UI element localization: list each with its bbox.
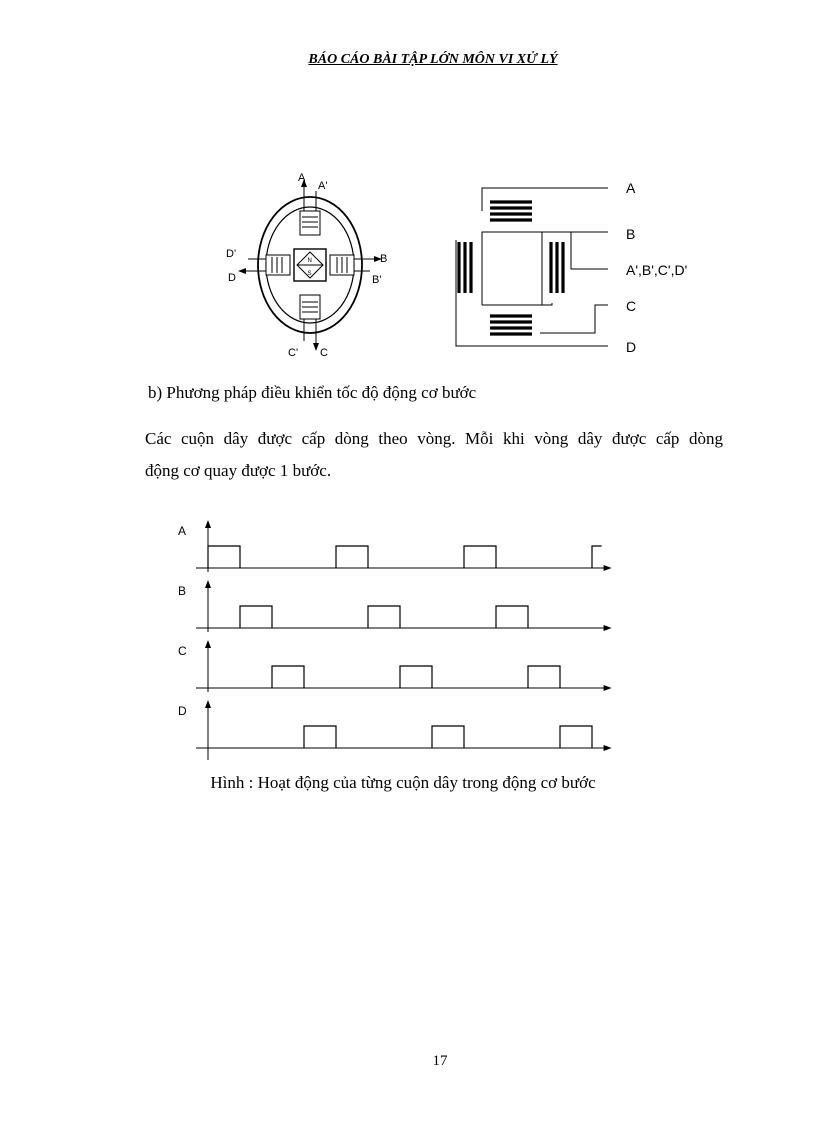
timing-label-b: B [178, 584, 187, 598]
figure-caption: Hình : Hoạt động của từng cuộn dây trong động cơ bước [210, 773, 596, 792]
pole-label-d: D [228, 272, 236, 284]
paragraph-line-1: Các cuộn dây được cấp dòng theo vòng. Mỗi khi vòng dây được cấp dòng [145, 429, 723, 448]
terminal-label-c: C [626, 298, 637, 314]
timing-pulse-b [368, 606, 400, 628]
timing-label-a: A [178, 524, 187, 538]
timing-pulse-d [304, 726, 336, 748]
terminal-label-b: B [626, 226, 636, 242]
page-header: BÁO CÁO BÀI TẬP LỚN MÔN VI XỬ LÝ [308, 52, 558, 67]
pole-label-c-prime: C' [288, 347, 299, 359]
timing-axis-arrow [205, 700, 211, 708]
terminal-label-a: A [626, 180, 636, 196]
timing-pulse-d [432, 726, 464, 748]
pole-label-c: C [320, 347, 328, 359]
section-heading: b) Phương pháp điều khiển tốc độ động cơ bước [148, 383, 477, 402]
paragraph-line-2: động cơ quay được 1 bước. [145, 461, 332, 480]
timing-pulse-c [528, 666, 560, 688]
timing-axis-arrow [205, 520, 211, 528]
timing-pulse-a [336, 546, 368, 568]
timing-axis-arrow [604, 685, 612, 691]
timing-pulse-d [560, 726, 592, 748]
timing-axis-arrow [205, 640, 211, 648]
timing-axis-arrow [604, 625, 612, 631]
pole-label-a-prime: A' [318, 180, 328, 192]
timing-axis-arrow [205, 580, 211, 588]
timing-label-c: C [178, 644, 187, 658]
timing-pulse-a [592, 546, 602, 568]
pole-label-b: B [380, 253, 388, 265]
timing-axis-arrow [604, 565, 612, 571]
timing-pulse-c [272, 666, 304, 688]
rotor-label-s: S [307, 271, 312, 277]
pole-label-d-prime: D' [226, 248, 237, 260]
pole-label-b-prime: B' [372, 274, 382, 286]
terminal-label-common: A',B',C',D' [626, 262, 688, 278]
timing-pulse-c [400, 666, 432, 688]
page-number: 17 [432, 1053, 448, 1069]
motor-cross-section-diagram [220, 165, 410, 365]
timing-axis-arrow [604, 745, 612, 751]
rotor-label-n: N [307, 258, 312, 264]
coil-timing-diagram [170, 515, 630, 760]
pole-label-a: A [298, 172, 306, 184]
winding-connection-diagram [440, 165, 720, 365]
timing-pulse-a [464, 546, 496, 568]
timing-pulse-b [496, 606, 528, 628]
timing-label-d: D [178, 704, 187, 718]
body-paragraph [145, 423, 723, 487]
timing-pulse-a [208, 546, 240, 568]
timing-pulse-b [240, 606, 272, 628]
terminal-label-d: D [626, 339, 637, 355]
